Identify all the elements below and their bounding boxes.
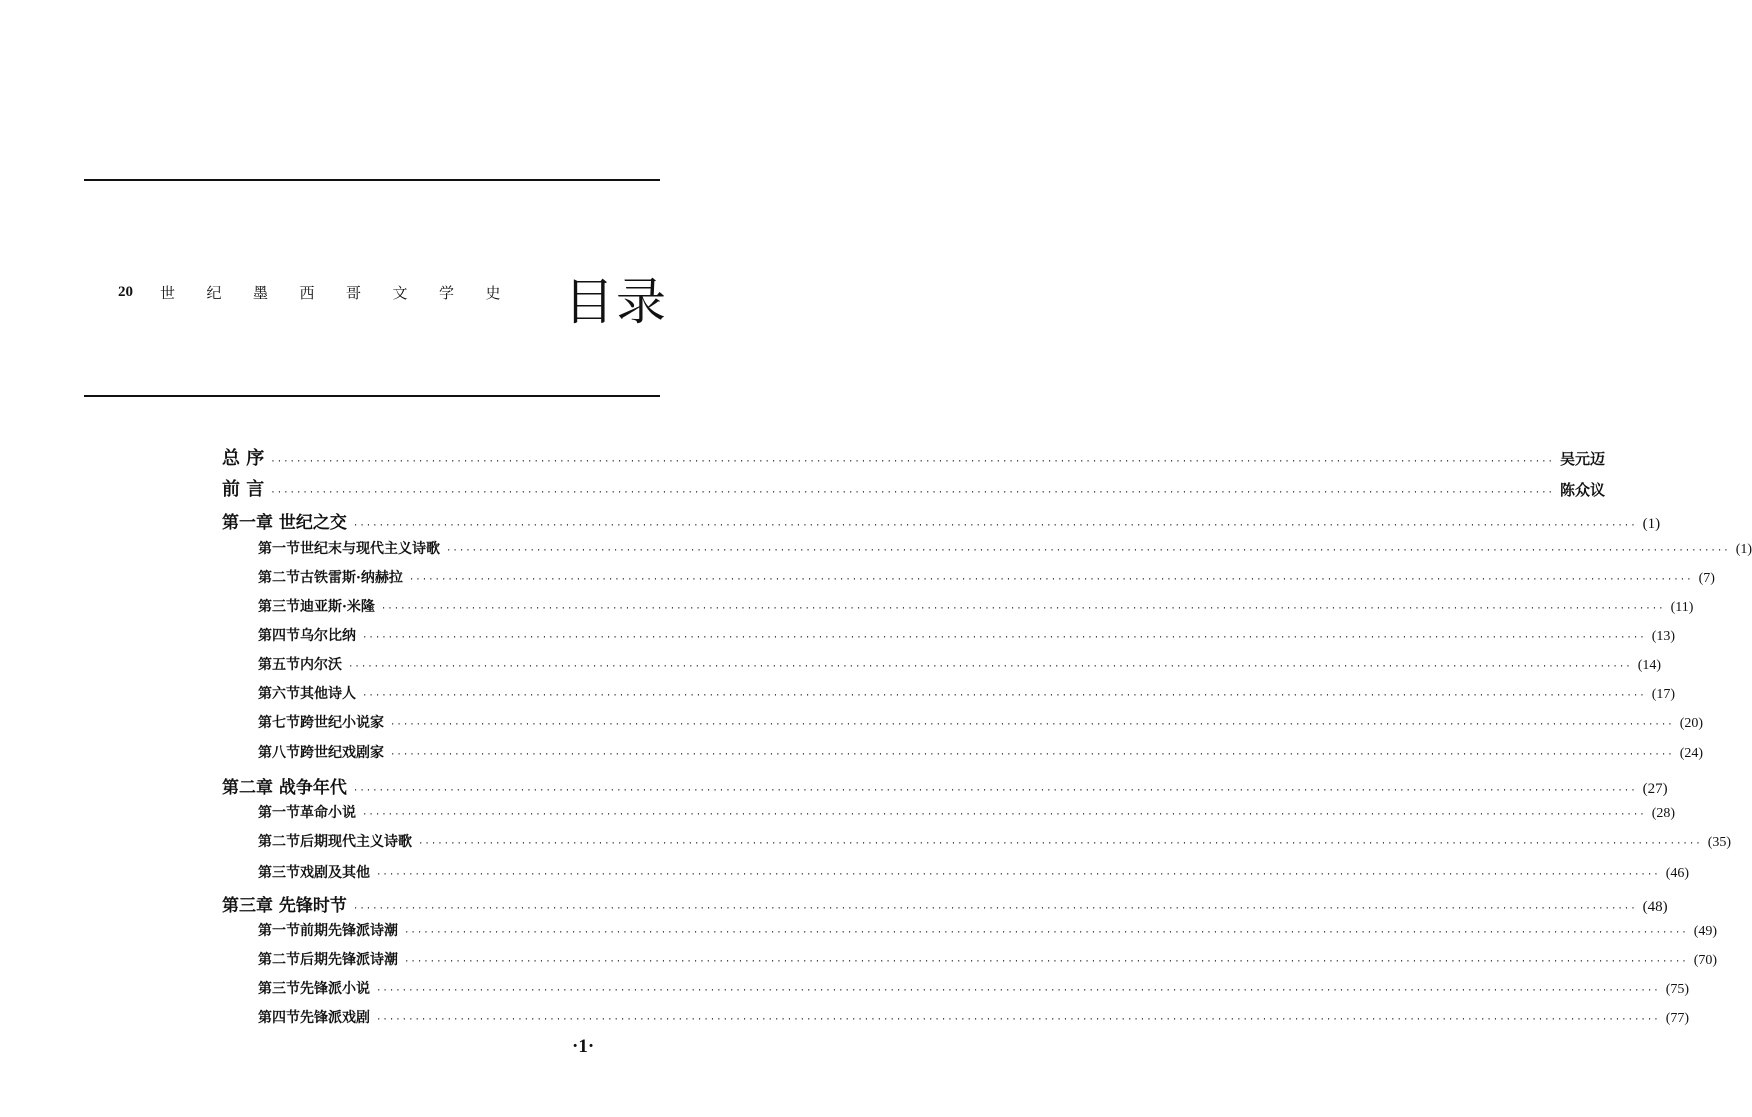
toc-entry[interactable] xyxy=(258,625,1676,645)
toc-entry[interactable] xyxy=(222,773,1668,798)
series-char: 世 xyxy=(160,283,176,302)
toc-page: (75) xyxy=(1665,982,1690,997)
toc-leader-dots: ········································································································································································································ xyxy=(270,457,1554,467)
toc-entry[interactable] xyxy=(258,538,1752,558)
toc-leader-dots: ········································································································································································································ xyxy=(348,662,1632,672)
toc-label: 世纪末与现代主义诗歌 xyxy=(300,541,440,557)
bottom-rule xyxy=(84,395,660,397)
toc-page: (11) xyxy=(1670,600,1694,615)
toc-entry[interactable] xyxy=(222,891,1668,916)
toc-section-number: 第一节 xyxy=(258,923,300,939)
toc-section-number: 第四节 xyxy=(258,628,300,644)
toc-label: 先锋派戏剧 xyxy=(300,1010,370,1026)
series-char: 史 xyxy=(485,283,501,302)
toc-page: (28) xyxy=(1651,806,1676,821)
toc-entry[interactable] xyxy=(258,831,1732,851)
toc-leader-dots: ········································································································································································································ xyxy=(352,786,1637,796)
series-char: 学 xyxy=(439,283,455,302)
toc-entry[interactable] xyxy=(222,475,1605,501)
toc-leader-dots: ········································································································································································································ xyxy=(376,1015,1660,1025)
toc-page: (7) xyxy=(1698,571,1715,586)
toc-label: 戏剧及其他 xyxy=(300,865,370,881)
toc-section-number: 第五节 xyxy=(258,657,300,673)
toc-label: 其他诗人 xyxy=(300,686,356,702)
series-char: 西 xyxy=(299,283,315,302)
toc-leader-dots: ········································································································································································································ xyxy=(362,633,1646,643)
toc-page: (20) xyxy=(1679,716,1704,731)
toc-label: 革命小说 xyxy=(300,805,356,821)
toc-label: 内尔沃 xyxy=(300,657,342,673)
toc-entry[interactable] xyxy=(258,742,1704,762)
series-chars xyxy=(160,282,532,303)
toc-page: (49) xyxy=(1693,924,1718,939)
top-rule xyxy=(84,179,660,181)
toc-leader-dots: ········································································································································································································ xyxy=(408,575,1693,585)
toc-entry[interactable] xyxy=(258,862,1690,882)
toc-page: (1) xyxy=(1735,542,1752,557)
toc-page: (27) xyxy=(1642,781,1668,797)
toc-page: (17) xyxy=(1651,687,1676,702)
toc-section-number: 第二节 xyxy=(258,570,300,586)
toc-leader-dots: ········································································································································································································ xyxy=(270,488,1554,498)
toc-label: 总 序 xyxy=(222,448,265,469)
toc-leader-dots: ········································································································································································································ xyxy=(446,546,1730,556)
toc-entry[interactable] xyxy=(258,802,1676,822)
toc-entry[interactable] xyxy=(258,596,1694,616)
toc-section-number: 第七节 xyxy=(258,715,300,731)
toc-leader-dots: ········································································································································································································ xyxy=(376,870,1660,880)
page-number: ·1· xyxy=(572,1036,595,1057)
toc-label: 后期先锋派诗潮 xyxy=(300,952,398,968)
page-title: 目录 xyxy=(564,273,668,331)
toc-label: 前 言 xyxy=(222,479,265,500)
toc-leader-dots: ········································································································································································································ xyxy=(376,986,1660,996)
toc-label: 第一章 世纪之交 xyxy=(222,513,347,533)
toc-entry[interactable] xyxy=(258,949,1718,969)
toc-leader-dots: ········································································································································································································ xyxy=(380,604,1665,614)
toc-leader-dots: ········································································································································································································ xyxy=(404,928,1688,938)
toc-page: (46) xyxy=(1665,866,1690,881)
toc-page: (35) xyxy=(1707,835,1732,850)
toc-label: 乌尔比纳 xyxy=(300,628,356,644)
toc-leader-dots: ········································································································································································································ xyxy=(390,720,1674,730)
series-char: 墨 xyxy=(253,283,269,302)
series-number: 20 xyxy=(118,283,133,300)
toc-label: 第三章 先锋时节 xyxy=(222,896,347,916)
toc-section-number: 第二节 xyxy=(258,834,300,850)
toc-leader-dots: ········································································································································································································ xyxy=(362,691,1646,701)
toc-entry[interactable] xyxy=(222,444,1605,470)
toc-page: (13) xyxy=(1651,629,1676,644)
toc-section-number: 第二节 xyxy=(258,952,300,968)
toc-leader-dots: ········································································································································································································ xyxy=(352,904,1637,914)
toc-entry[interactable] xyxy=(258,1007,1690,1027)
toc-label: 古铁雷斯·纳赫拉 xyxy=(300,570,403,586)
toc-label: 第二章 战争年代 xyxy=(222,778,347,798)
toc-section-number: 第三节 xyxy=(258,981,300,997)
toc-label: 跨世纪戏剧家 xyxy=(300,745,384,761)
toc-leader-dots: ········································································································································································································ xyxy=(352,521,1637,531)
toc-entry[interactable] xyxy=(258,978,1690,998)
toc-section-number: 第一节 xyxy=(258,805,300,821)
toc-page: (77) xyxy=(1665,1011,1690,1026)
toc-section-number: 第三节 xyxy=(258,865,300,881)
toc-page: (14) xyxy=(1637,658,1662,673)
toc-page: (24) xyxy=(1679,746,1704,761)
toc-entry[interactable] xyxy=(258,567,1715,587)
toc-page: (1) xyxy=(1642,516,1661,532)
toc-section-number: 第八节 xyxy=(258,745,300,761)
toc-leader-dots: ········································································································································································································ xyxy=(362,810,1646,820)
toc-page: 吴元迈 xyxy=(1559,452,1605,468)
toc-label: 跨世纪小说家 xyxy=(300,715,384,731)
toc-label: 前期先锋派诗潮 xyxy=(300,923,398,939)
toc-leader-dots: ········································································································································································································ xyxy=(390,750,1674,760)
toc-section-number: 第三节 xyxy=(258,599,300,615)
toc-page: (48) xyxy=(1642,899,1668,915)
toc-entry[interactable] xyxy=(222,508,1661,533)
toc-entry[interactable] xyxy=(258,712,1704,732)
series-title xyxy=(118,277,532,307)
toc-section-number: 第六节 xyxy=(258,686,300,702)
toc-leader-dots: ········································································································································································································ xyxy=(404,957,1688,967)
toc-entry[interactable] xyxy=(258,654,1662,674)
series-char: 哥 xyxy=(346,283,362,302)
toc-section-number: 第一节 xyxy=(258,541,300,557)
toc-page: (70) xyxy=(1693,953,1718,968)
toc-label: 迪亚斯·米隆 xyxy=(300,599,375,615)
toc-label: 后期现代主义诗歌 xyxy=(300,834,412,850)
series-char: 纪 xyxy=(206,283,222,302)
toc-page: 陈众议 xyxy=(1559,483,1605,499)
toc-entry[interactable] xyxy=(258,683,1676,703)
toc-section-number: 第四节 xyxy=(258,1010,300,1026)
series-char: 文 xyxy=(392,283,408,302)
toc-entry[interactable] xyxy=(258,920,1718,940)
toc-leader-dots: ········································································································································································································ xyxy=(418,839,1702,849)
toc-label: 先锋派小说 xyxy=(300,981,370,997)
